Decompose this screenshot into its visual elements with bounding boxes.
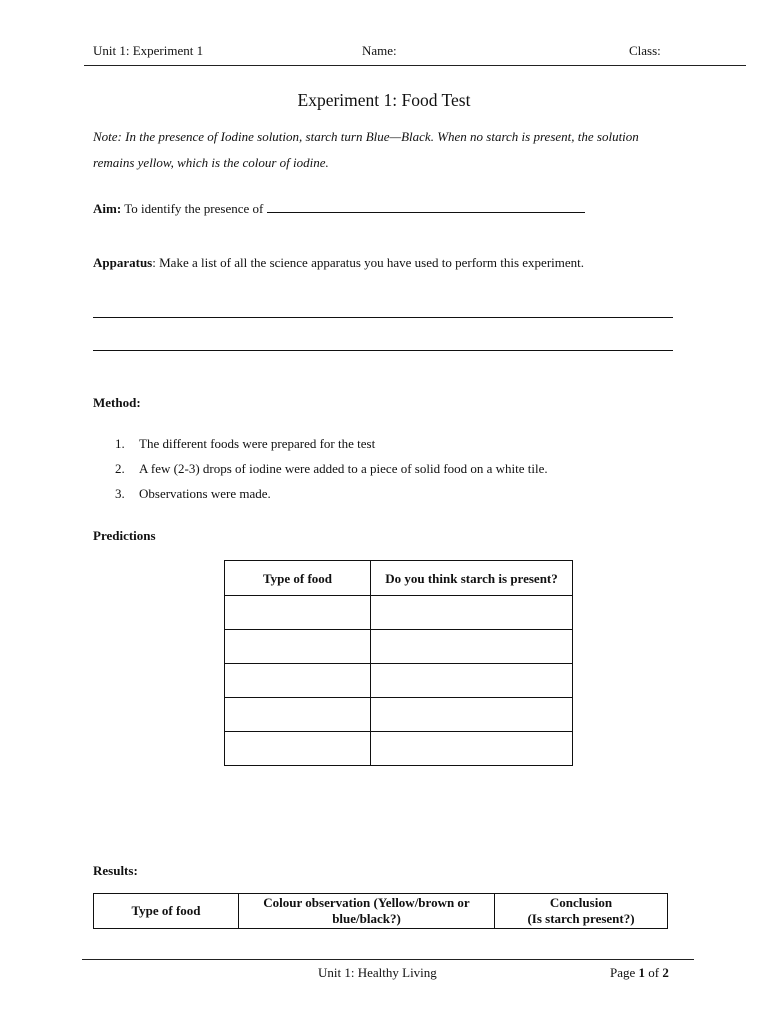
results-col-conclusion-line1: Conclusion xyxy=(549,895,613,910)
predictions-col-starch: Do you think starch is present? xyxy=(371,561,573,596)
results-col-colour: Colour observation (Yellow/brown or blue/black?) xyxy=(239,894,495,929)
results-col-food: Type of food xyxy=(94,894,239,929)
results-header-row xyxy=(94,894,668,929)
predictions-heading: Predictions xyxy=(93,528,156,543)
aim-text: To identify the presence of xyxy=(124,201,264,216)
table-cell[interactable] xyxy=(371,596,573,630)
apparatus-section xyxy=(93,250,653,275)
method-step-number: 1. xyxy=(115,436,125,451)
header-class-label: Class: xyxy=(629,43,661,58)
results-table xyxy=(93,893,668,929)
note-text: Note: In the presence of Iodine solution, starch turn Blue—Black. When no starch is present, the solution remains yellow, which is the colour of iodine. xyxy=(93,129,639,170)
method-heading: Method: xyxy=(93,395,141,410)
predictions-header-row xyxy=(225,561,573,596)
apparatus-answer-line-2[interactable] xyxy=(93,350,673,351)
footer-rule xyxy=(82,959,694,960)
footer-page-number: Page 1 of 2 xyxy=(610,965,669,980)
method-step-text: A few (2-3) drops of iodine were added to a piece of solid food on a white tile. xyxy=(139,461,548,476)
apparatus-label: Apparatus xyxy=(93,255,153,270)
table-cell[interactable] xyxy=(371,630,573,664)
table-row xyxy=(225,664,573,698)
method-step xyxy=(93,460,548,485)
aim-answer-line[interactable] xyxy=(267,200,585,213)
method-list xyxy=(93,435,548,510)
method-step-number: 2. xyxy=(115,461,125,476)
method-step-text: The different foods were prepared for the test xyxy=(139,436,376,451)
page-title: Experiment 1: Food Test xyxy=(297,90,471,110)
table-cell[interactable] xyxy=(225,698,371,732)
aim-section xyxy=(93,200,585,217)
predictions-table xyxy=(224,560,573,766)
apparatus-answer-line-1[interactable] xyxy=(93,317,673,318)
table-cell[interactable] xyxy=(371,664,573,698)
table-cell[interactable] xyxy=(371,698,573,732)
table-row xyxy=(225,698,573,732)
header-rule xyxy=(84,65,746,66)
results-col-conclusion-line2: (Is starch present?) xyxy=(527,911,635,926)
method-step xyxy=(93,485,548,510)
footer-unit: Unit 1: Healthy Living xyxy=(318,965,437,980)
table-cell[interactable] xyxy=(225,630,371,664)
method-step xyxy=(93,435,548,460)
apparatus-text: : Make a list of all the science apparatus you have used to perform this experiment. xyxy=(152,255,584,270)
header-unit: Unit 1: Experiment 1 xyxy=(93,43,204,58)
method-step-number: 3. xyxy=(115,486,125,501)
table-cell[interactable] xyxy=(225,664,371,698)
results-heading: Results: xyxy=(93,863,138,878)
table-cell[interactable] xyxy=(225,596,371,630)
table-row xyxy=(225,732,573,766)
method-step-text: Observations were made. xyxy=(139,486,271,501)
aim-label: Aim: xyxy=(93,201,122,216)
header-name-label: Name: xyxy=(362,43,397,58)
results-col-conclusion xyxy=(495,894,668,929)
table-cell[interactable] xyxy=(225,732,371,766)
table-cell[interactable] xyxy=(371,732,573,766)
predictions-col-food: Type of food xyxy=(225,561,371,596)
table-row xyxy=(225,596,573,630)
table-row xyxy=(225,630,573,664)
